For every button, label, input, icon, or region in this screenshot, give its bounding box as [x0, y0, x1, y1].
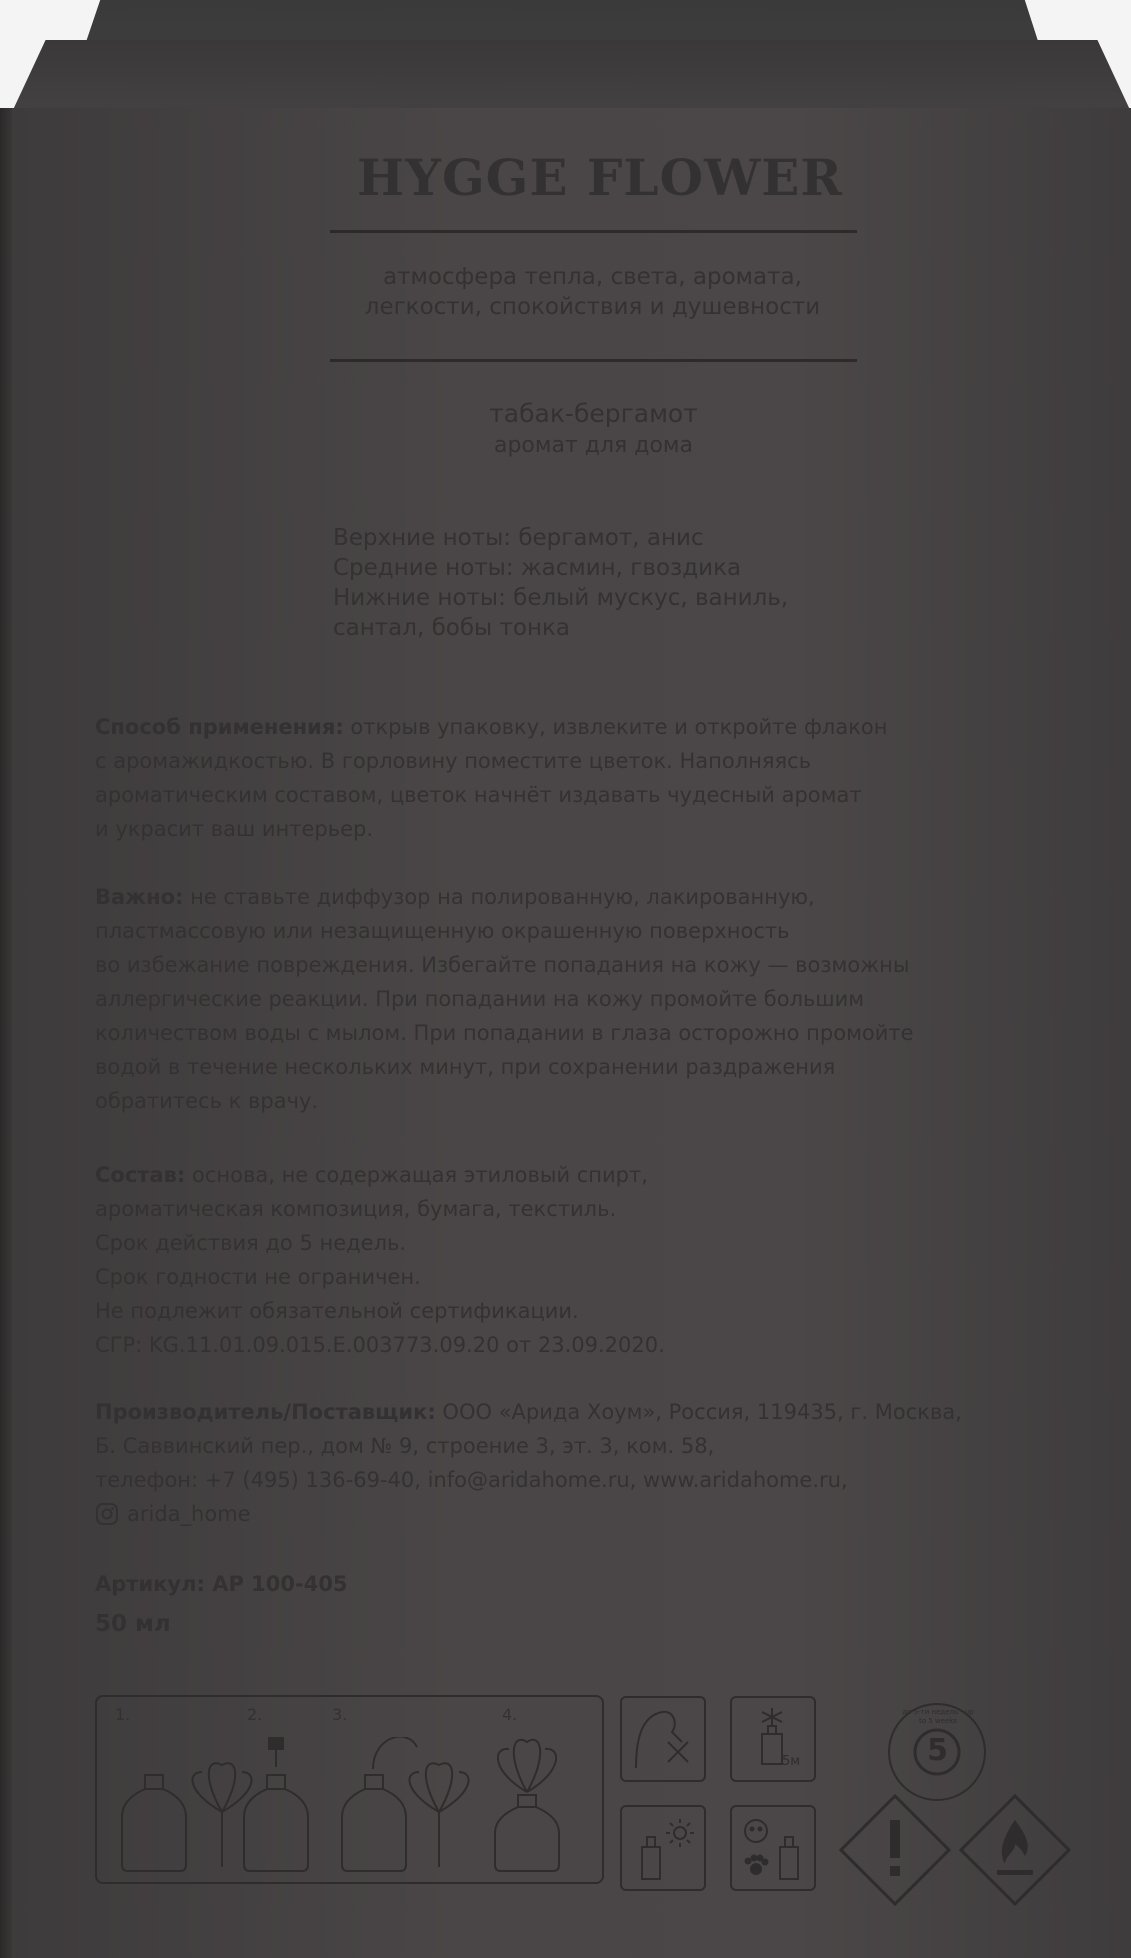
manufacturer-address: Б. Саввинский пер., дом № 9, строение 3, эт. 3, ком. 58, — [95, 1434, 715, 1458]
scent-block — [330, 398, 857, 462]
usage-label: Способ применения: — [95, 715, 344, 739]
divider-bottom — [330, 359, 857, 362]
registration-text: СГР: KG.11.01.09.015.E.003773.09.20 от 23.09.2020. — [95, 1333, 665, 1357]
manufacturer-contacts: телефон: +7 (495) 136-69-40, info@aridahome.ru, www.aridahome.ru, — [95, 1468, 848, 1492]
duration-text: до 5-ти недель · up to 5 weeks — [902, 1708, 974, 1725]
important-text: пластмассовую или незащищенную окрашенную поверхность — [95, 919, 790, 943]
composition-text: основа, не содержащая этиловый спирт, — [185, 1163, 648, 1187]
base-notes-cont: сантал, бобы тонка — [333, 615, 570, 641]
usage-text: ароматическим составом, цветок начнёт издавать чудесный аромат — [95, 783, 862, 807]
distance-label: 5м — [782, 1754, 801, 1769]
important-text: количеством воды с мылом. При попадании в глаза осторожно промойте — [95, 1021, 914, 1045]
article-sku: Артикул: АР 100-405 — [95, 1572, 348, 1596]
step-number: 4. — [502, 1705, 518, 1724]
manufacturer-text: ООО «Арида Хоум», Россия, 119435, г. Москва, — [435, 1400, 962, 1424]
important-text: во избежание повреждения. Избегайте попадания на кожу — возможны — [95, 953, 910, 977]
keep-from-children-pets-icon — [730, 1805, 816, 1891]
middle-notes: Средние ноты: жасмин, гвоздика — [333, 555, 742, 581]
product-volume: 50 мл — [95, 1611, 171, 1637]
scent-name: табак-бергамот — [489, 399, 698, 428]
instagram-handle: arida_home — [127, 1502, 251, 1526]
manufacturer-block — [95, 1395, 1085, 1531]
tagline-line: атмосфера тепла, света, аромата, — [383, 264, 802, 290]
flammable-icon — [955, 1790, 1075, 1910]
composition-block — [95, 1158, 1085, 1362]
usage-steps-icon — [117, 1737, 587, 1877]
important-text: водой в течение нескольких минут, при сохранении раздражения — [95, 1055, 836, 1079]
tagline-line: легкости, спокойствия и душевности — [364, 294, 821, 320]
manufacturer-label: Производитель/Поставщик: — [95, 1400, 436, 1424]
article-block — [95, 1564, 495, 1644]
usage-text: открыв упаковку, извлеките и откройте флакон — [343, 715, 888, 739]
composition-label: Состав: — [95, 1163, 186, 1187]
shelf-life-text: Срок годности не ограничен. — [95, 1265, 421, 1289]
no-ingest-icon — [620, 1696, 706, 1782]
instructions-pictogram-panel — [95, 1695, 604, 1884]
composition-text: ароматическая композиция, бумага, текстиль. — [95, 1197, 617, 1221]
divider-top — [330, 230, 857, 233]
top-notes: Верхние ноты: бергамот, анис — [333, 525, 704, 551]
step-number: 2. — [247, 1705, 263, 1724]
validity-text: Срок действия до 5 недель. — [95, 1231, 407, 1255]
important-label: Важно: — [95, 885, 184, 909]
box-top-flap — [12, 40, 1131, 112]
certification-text: Не подлежит обязательной сертификации. — [95, 1299, 579, 1323]
product-tagline — [320, 262, 865, 322]
safety-warning — [95, 880, 1085, 1118]
step-number: 1. — [115, 1705, 131, 1724]
exclamation-warning-icon — [835, 1790, 955, 1910]
usage-text: с аромажидкостью. В горловину поместите цветок. Наполняясь — [95, 749, 812, 773]
usage-text: и украсит ваш интерьер. — [95, 817, 374, 841]
important-text: аллергические реакции. При попадании на кожу промойте большим — [95, 987, 865, 1011]
step-number: 3. — [332, 1705, 348, 1724]
important-text: обратитесь к врачу. — [95, 1089, 319, 1113]
duration-number: 5 — [927, 1733, 948, 1768]
product-name: HYGGE FLOWER — [357, 148, 843, 207]
product-category: аромат для дома — [493, 433, 694, 458]
no-sun-icon — [620, 1805, 706, 1891]
important-text: не ставьте диффузор на полированную, лакированную, — [183, 885, 815, 909]
usage-instructions — [95, 710, 1085, 846]
box-side-edge — [0, 108, 12, 1958]
base-notes: Нижние ноты: белый мускус, ваниль, — [333, 585, 789, 611]
distance-icon — [730, 1696, 816, 1782]
instagram-icon — [95, 1502, 119, 1526]
fragrance-notes — [333, 523, 893, 643]
